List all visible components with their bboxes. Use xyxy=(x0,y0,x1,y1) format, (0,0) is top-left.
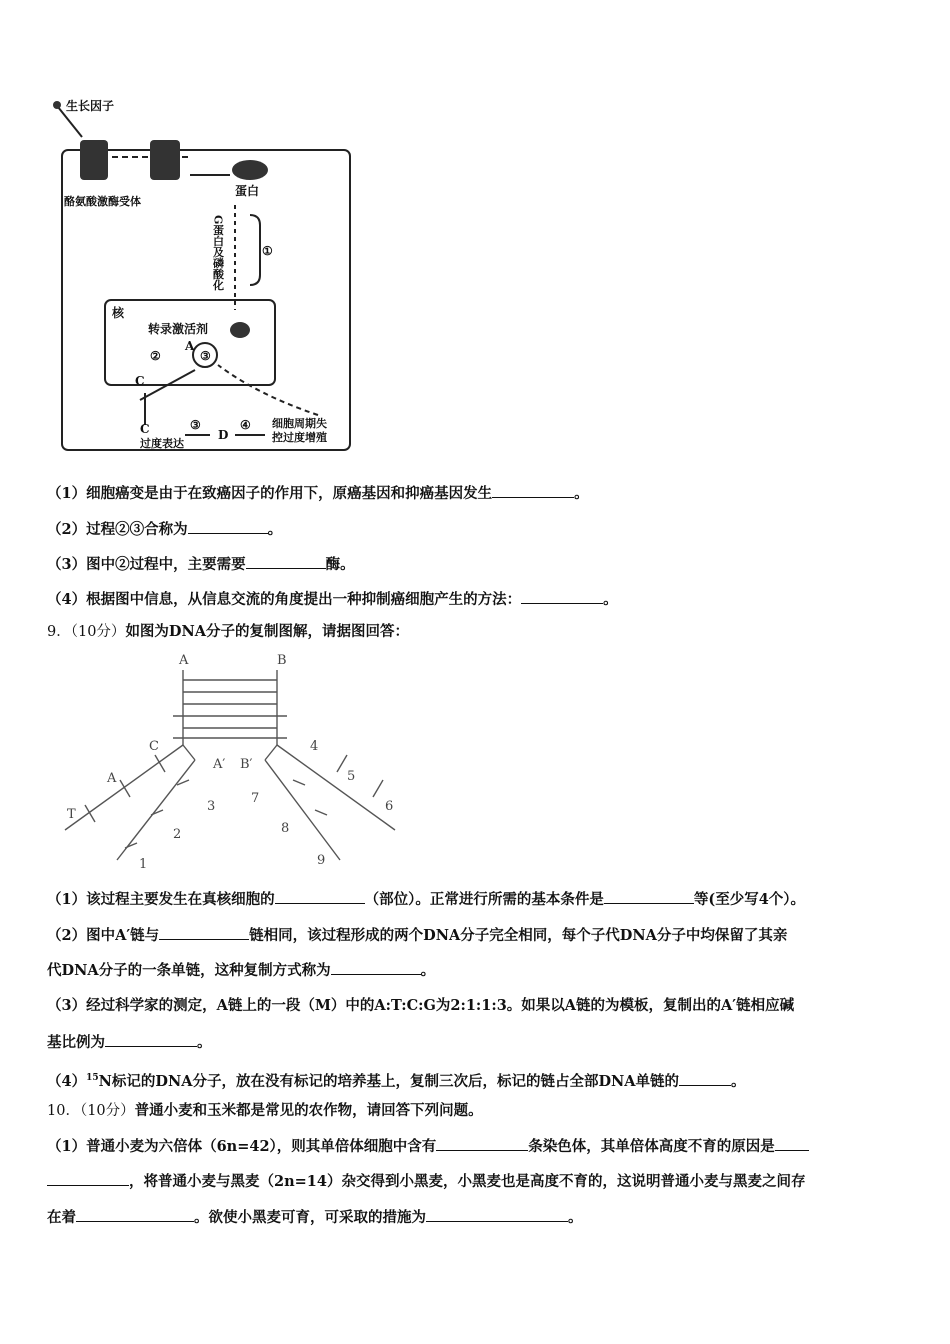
label-c: C xyxy=(135,374,145,388)
q9-line3: 代DNA分子的一条单链，这种复制方式称为 。 xyxy=(47,962,436,979)
q10-line2: ，将普通小麦与黑麦（2n=14）杂交得到小黑麦，小黑麦也是高度不育的，这说明普通小麦与黑麦之间存 xyxy=(47,1171,805,1192)
label-a: A xyxy=(185,339,195,353)
q8-line1: （1）细胞癌变是由于在致癌因子的作用下，原癌基因和抑癌基因发生 。 xyxy=(47,485,589,502)
fig-label-b: B xyxy=(277,653,287,668)
q10-blank2[interactable] xyxy=(775,1136,809,1151)
label-step1: ① xyxy=(262,244,273,258)
q9-line4: （3）经过科学家的测定，A链上的一段（M）中的A:T:C:G为2:1:1:3。如果以A链的为模板，复制出的A′链相应碱 xyxy=(47,997,795,1014)
label-activator: 转录激活剂 xyxy=(148,322,209,336)
label-step3: ③ xyxy=(200,349,211,363)
label-overexpress: 过度表达 xyxy=(140,437,184,450)
q10-blank2-cont[interactable] xyxy=(47,1171,129,1186)
q10-line1: （1）普通小麦为六倍体（6n=42），则其单倍体细胞中含有 条染色体，其单倍体高度不育的原因是 xyxy=(47,1136,809,1157)
fig-label-a: A xyxy=(179,653,189,668)
fig-label-7: 7 xyxy=(251,791,260,806)
label-step2: ② xyxy=(150,349,161,363)
q10-blank3[interactable] xyxy=(76,1207,194,1222)
label-step4: ④ xyxy=(240,418,251,432)
fig-label-5: 5 xyxy=(347,769,356,784)
q8-blank4[interactable] xyxy=(521,589,603,604)
q9-blank2[interactable] xyxy=(604,889,694,904)
q9-blank4[interactable] xyxy=(331,960,421,975)
fig-label-9: 9 xyxy=(317,853,326,868)
fig-label-1: 1 xyxy=(139,857,148,872)
fig-label-4: 4 xyxy=(310,739,319,754)
label-g-protein-chain: G蛋白及磷酸化 xyxy=(211,215,225,291)
fig-label-b-prime: B′ xyxy=(240,757,253,772)
label-receptor: 酪氨酸激酶受体 xyxy=(64,195,141,208)
q9-blank5[interactable] xyxy=(105,1032,197,1047)
q9-blank3[interactable] xyxy=(159,925,249,940)
label-protein: 蛋白 xyxy=(235,184,260,198)
label-cellcycle2: 控过度增殖 xyxy=(272,431,327,444)
q9-line2: （2）图中A′链与 链相同，该过程形成的两个DNA分子完全相同，每个子代DNA分子中均保留了其亲 xyxy=(47,927,788,944)
fig-label-c: C xyxy=(149,739,159,754)
q9-title: 9．（10分）如图为DNA分子的复制图解，请据图回答： xyxy=(47,623,410,640)
q8-blank1[interactable] xyxy=(492,483,574,498)
fig-label-2: 2 xyxy=(173,827,182,842)
fig-label-t: T xyxy=(67,807,76,822)
q8-blank3[interactable] xyxy=(246,554,326,569)
label-d: D xyxy=(218,428,229,442)
q10-blank4[interactable] xyxy=(426,1207,568,1222)
label-c2: C xyxy=(140,422,150,436)
q9-blank6[interactable] xyxy=(679,1071,731,1086)
q9-line6: $(4)^{15}N$标记的DNA分子，放在没有标记的培养基上，复制三次后，标记的链占全部DNA单链的 。 xyxy=(47,1072,746,1090)
q10-title: 10．（10分）普通小麦和玉米都是常见的农作物，请回答下列问题。 xyxy=(47,1102,483,1119)
q10-blank1[interactable] xyxy=(436,1136,528,1151)
signaling-pathway-figure xyxy=(50,95,380,465)
fig-label-a-prime: A′ xyxy=(213,757,226,772)
q8-line2: （2）过程②③合称为 。 xyxy=(47,521,283,538)
q9-line5: 基比例为 。 xyxy=(47,1034,212,1051)
q8-line4: （4）根据图中信息，从信息交流的角度提出一种抑制癌细胞产生的方法： 。 xyxy=(47,591,618,608)
q9-blank1[interactable] xyxy=(275,889,365,904)
q10-line3: 在着 。欲使小黑麦可育，可采取的措施为 。 xyxy=(47,1209,583,1226)
q9-line1: （1）该过程主要发生在真核细胞的 （部位）。正常进行所需的基本条件是 等(至少写4个）。 xyxy=(47,891,806,908)
q8-line3: （3）图中②过程中，主要需要 酶。 xyxy=(47,556,355,573)
q8-blank2[interactable] xyxy=(188,519,268,534)
label-step4a: ③ xyxy=(190,418,201,432)
dna-replication-figure xyxy=(55,650,415,880)
fig-label-3: 3 xyxy=(207,799,216,814)
fig-label-6: 6 xyxy=(385,799,394,814)
label-nucleus: 核 xyxy=(112,306,125,320)
label-cellcycle: 细胞周期失 xyxy=(272,417,327,430)
fig-label-8: 8 xyxy=(281,821,290,836)
label-growth-factor: 生长因子 xyxy=(66,99,115,113)
fig-label-a2: A xyxy=(107,771,117,786)
